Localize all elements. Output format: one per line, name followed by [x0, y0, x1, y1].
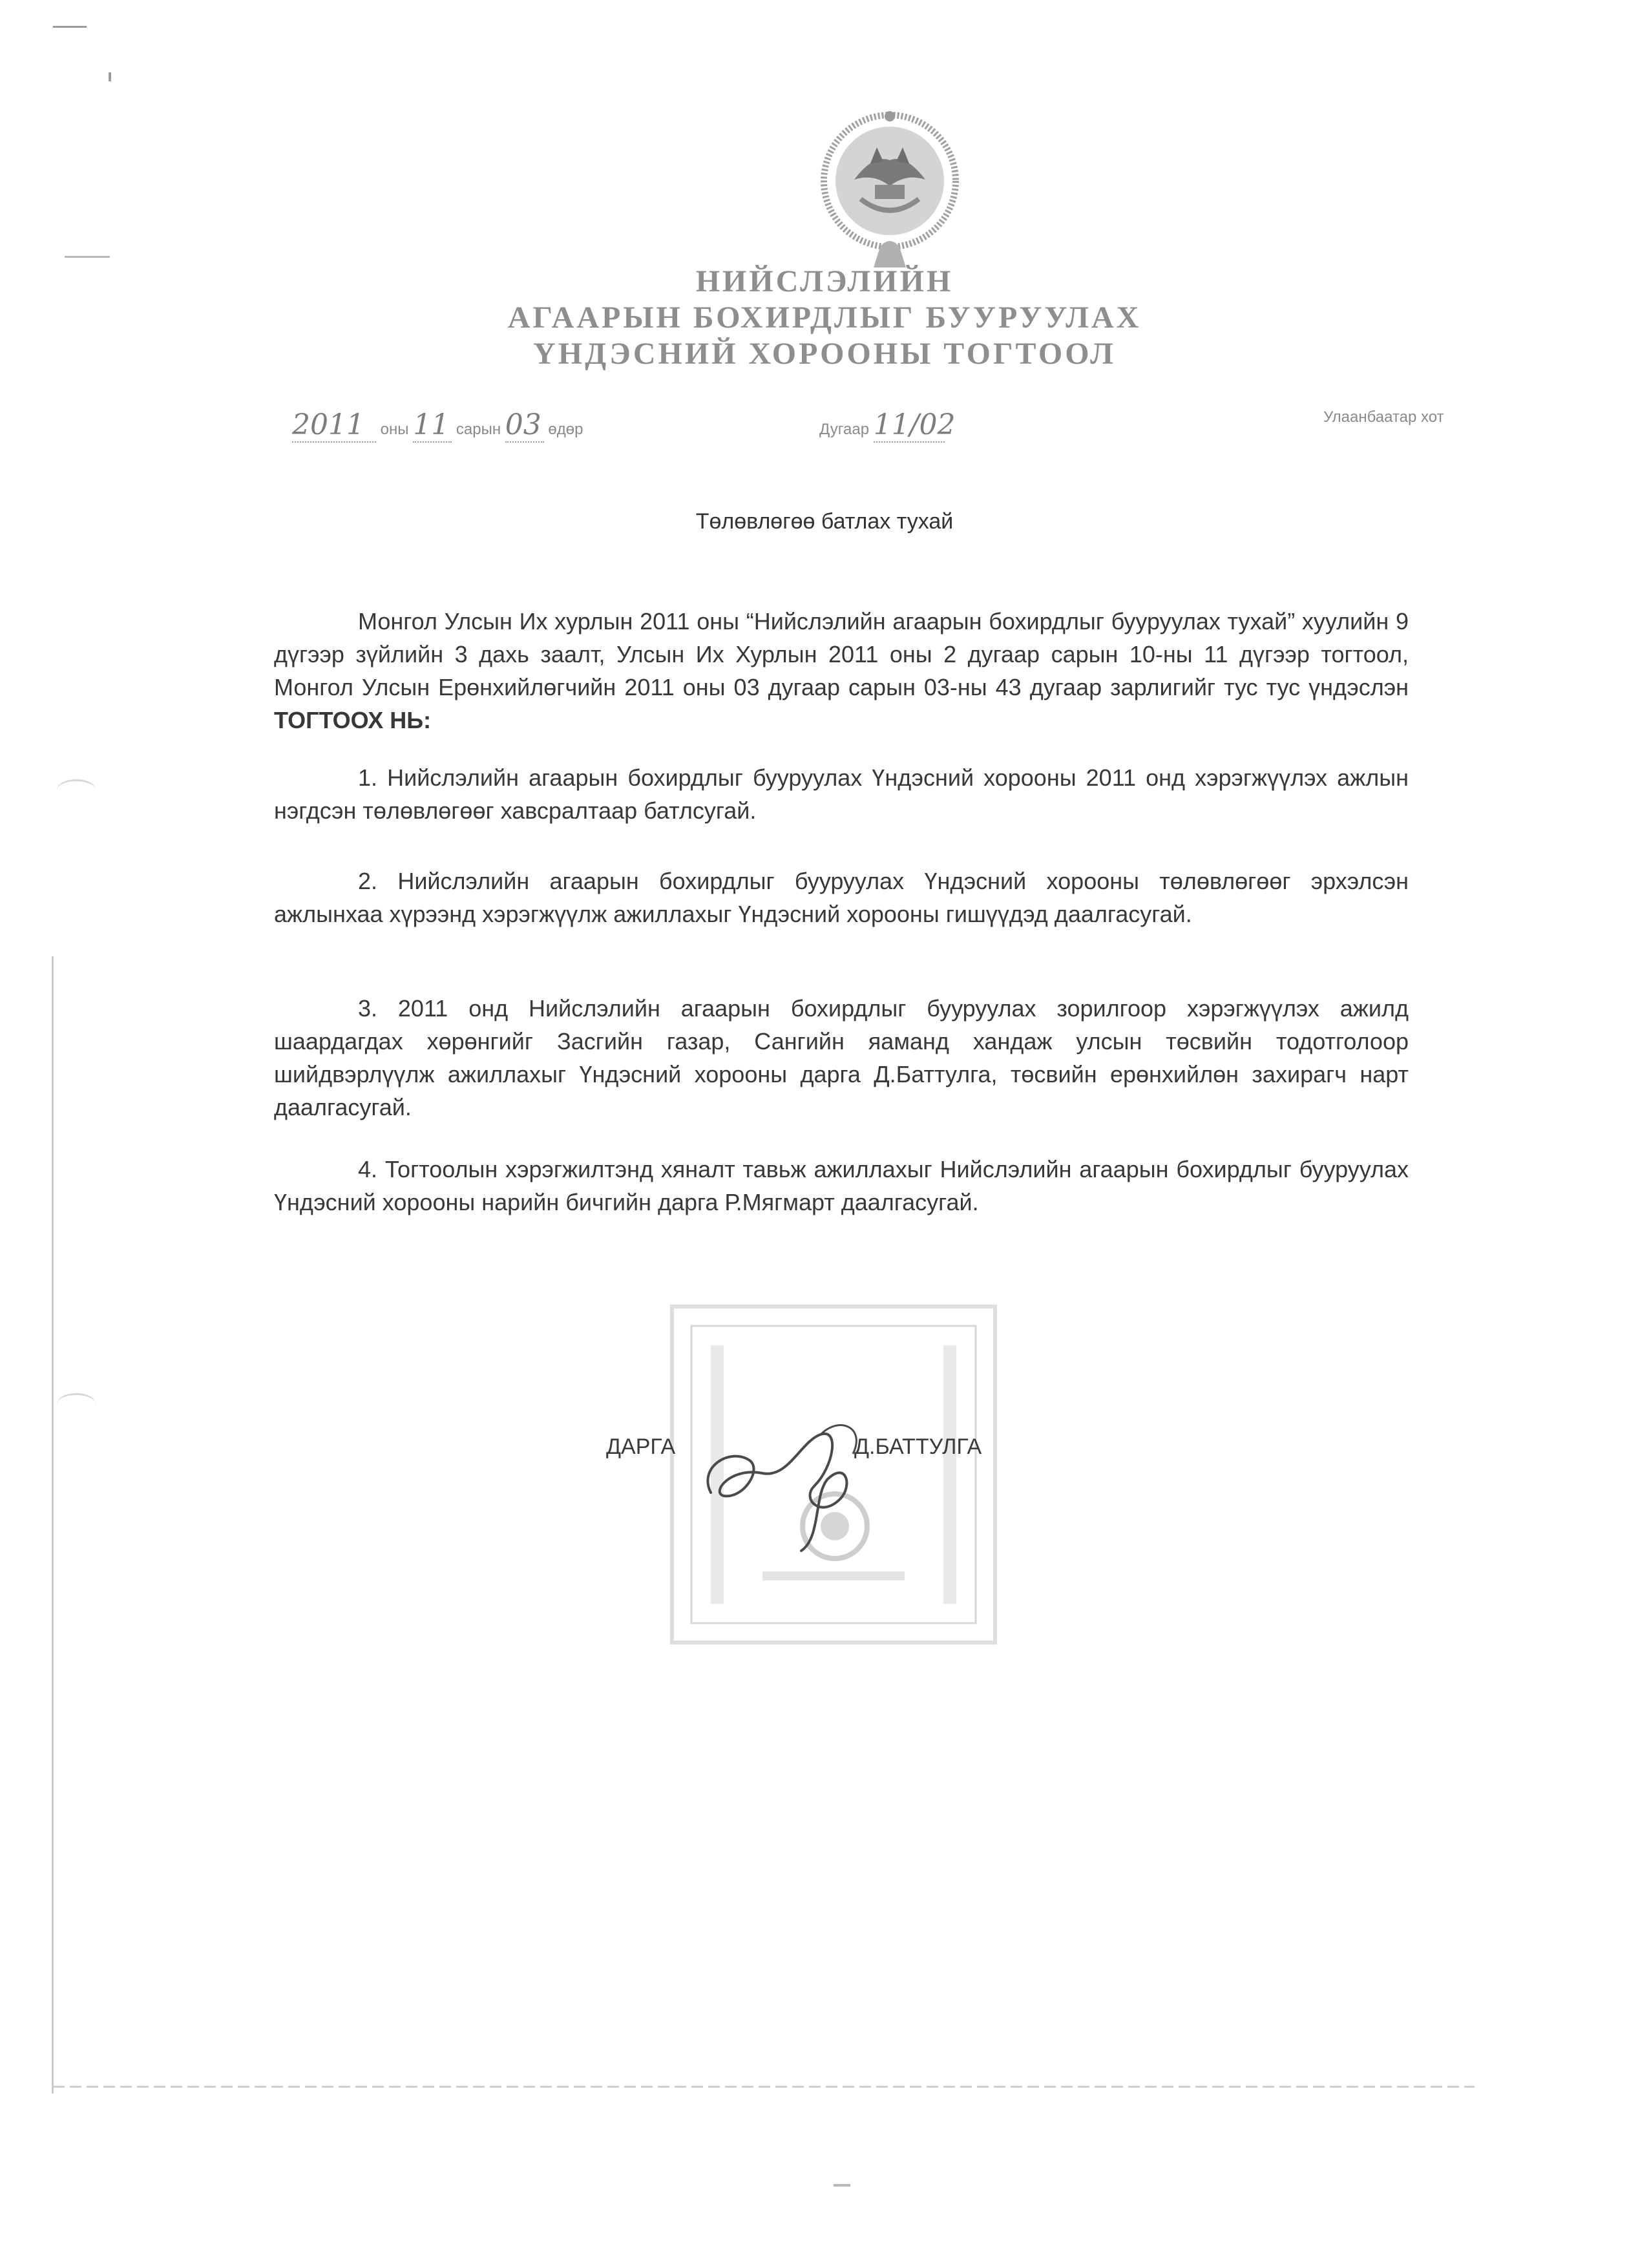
org-title-line: ҮНДЭСНИЙ ХОРООНЫ ТОГТООЛ [533, 337, 1116, 371]
org-title-line: АГААРЫН БОХИРДЛЫГ БУУРУУЛАХ [507, 300, 1142, 335]
document-date [292, 408, 583, 443]
document-subject: Төлөвлөгөө батлах тухай [695, 509, 954, 534]
resolution-item: 2. Нийслэлийн агаарын бохирдлыг бууруулах Үндэсний хорооны төлөвлөгөөг эрхэлсэн ажлынхаа хүрээнд хэрэгжүүлж ажиллахыг Үндэсний хорооны гишүүдэд даалгасугай. [274, 868, 1409, 927]
number-label: Дугаар [819, 421, 870, 438]
scan-speck [109, 72, 111, 81]
resolution-item: 1. Нийслэлийн агаарын бохирдлыг бууруулах Үндэсний хорооны 2011 онд хэрэгжүүлэх ажлын нэгдсэн төлөвлөгөөг хавсралтаар батлсугай. [274, 764, 1409, 824]
resolution-item: 4. Тогтоолын хэрэгжилтэнд хяналт тавьж ажиллахыг Нийслэлийн агаарын бохирдлыг бууруулах Үндэсний хорооны нарийн бичгийн дарга Р.Мягмарт даалгасугай. [274, 1156, 1409, 1215]
resolution-item: 3. 2011 онд Нийслэлийн агаарын бохирдлыг бууруулах зорилгоор хэрэгжүүлэх ажилд шаардагдах хөрөнгийг Засгийн газар, Сангийн яаманд хандаж улсын төсвийн тодотголоор шийдвэрлүүлж ажиллахыг Үндэсний хорооны дарга Д.Баттулга, төсвийн ерөнхийлөн захирагч нарт даалгасугай. [274, 995, 1409, 1120]
preamble-text: Монгол Улсын Их хурлын 2011 оны “Нийслэлийн агаарын бохирдлыг бууруулах тухай” хуулийн 9 дүгээр зүйлийн 3 дахь заалт, Улсын Их Хурлын 2011 оны 2 дугаар сарын 10-ны 11 дүгээр тогтоол, Монгол Улсын Ерөнхийлөгчийн 2011 оны 03 дугаар сарын 03-ны 43 дугаар зарлигийг тус тус үндэслэн [274, 608, 1409, 700]
scan-speck [65, 256, 110, 258]
date-month-suffix: сарын [456, 421, 501, 438]
signatory-title: ДАРГА [606, 1434, 676, 1459]
scan-speck [53, 26, 87, 28]
preamble-paragraph [274, 605, 1409, 737]
punch-hole-mark [57, 1393, 96, 1414]
date-year: 2011 [292, 408, 376, 443]
scan-edge-bottom [53, 2086, 1475, 2088]
state-emblem-icon [815, 109, 964, 277]
org-title-line: НИЙСЛЭЛИЙН [695, 264, 954, 299]
handwritten-signature-icon [691, 1389, 898, 1557]
scan-edge-left [52, 956, 54, 2094]
organization-title [0, 264, 1649, 372]
date-day: 03 [505, 408, 544, 443]
preamble-decree-word: ТОГТООХ НЬ: [274, 707, 432, 733]
date-month: 11 [413, 408, 452, 443]
scan-speck [834, 2184, 850, 2187]
document-city: Улаанбаатар хот [1323, 408, 1444, 426]
date-year-suffix: оны [380, 421, 409, 438]
date-day-suffix: өдөр [548, 421, 583, 438]
signatory-name: Д.БАТТУЛГА [854, 1434, 982, 1459]
number-value: 11/02 [873, 408, 956, 441]
document-number [819, 408, 956, 443]
punch-hole-mark [57, 779, 96, 801]
